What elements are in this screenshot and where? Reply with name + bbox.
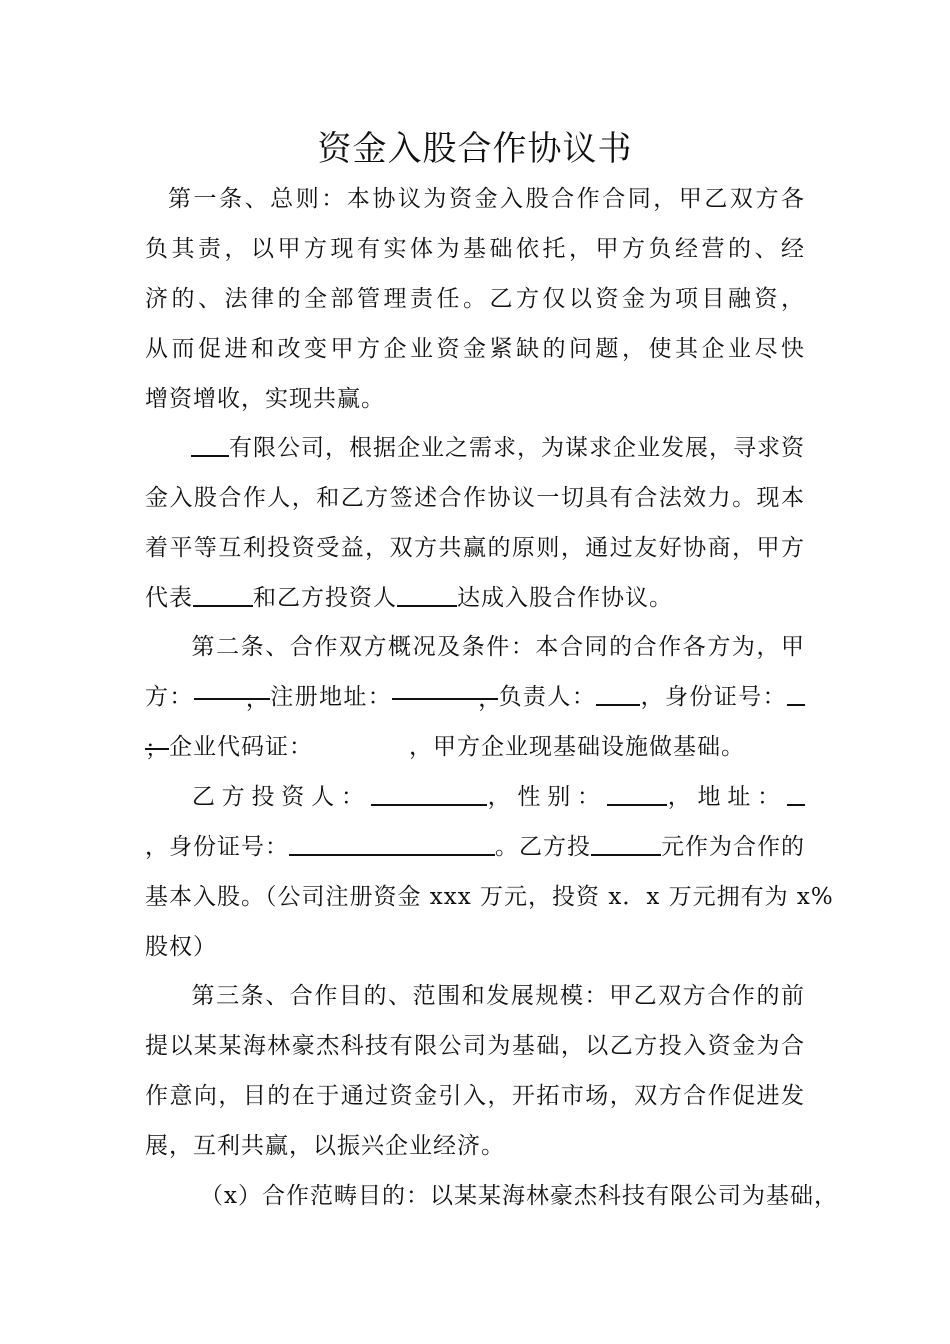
text-segment: 代表 — [145, 585, 193, 611]
text-line — [145, 772, 805, 822]
text-segment: 乙方投资人： — [191, 784, 371, 810]
text-segment: 方： — [145, 684, 194, 710]
text-line: 济的、法律的全部管理责任。乙方仅以资金为项目融资， — [145, 286, 805, 312]
text-line: 着平等互利投资受益，双方共赢的原则，通过友好协商，甲方 — [145, 535, 805, 561]
text-segment: ； — [145, 736, 169, 762]
text-segment: 企业代码证： — [169, 734, 313, 760]
company-paragraph — [145, 423, 805, 623]
text-segment: ，甲方企业现基础设施做基础。 — [409, 734, 745, 760]
text-segment: 达成入股合作协议。 — [457, 585, 673, 611]
blank-party-a-representative — [193, 581, 253, 607]
text-line: （x）合作范畴目的：以某某海林豪杰科技有限公司为基础， — [200, 1183, 838, 1209]
text-line — [145, 672, 805, 722]
text-line — [145, 971, 805, 1021]
text-line — [145, 722, 805, 772]
text-line: 金入股合作人，和乙方签述合作协议一切具有合法效力。现本 — [145, 485, 805, 511]
article-2-paragraph — [145, 622, 805, 772]
text-segment: 注册地址： — [269, 684, 393, 710]
text-line — [145, 822, 805, 872]
party-b-paragraph — [145, 772, 834, 972]
text-line: 负其责，以甲方现有实体为基础依托，甲方负经营的、经 — [145, 236, 805, 262]
blank-party-b-investor — [397, 581, 457, 607]
text-line: 第一条、总则：本协议为资金入股合作合同，甲乙双方各 — [168, 186, 805, 212]
text-line — [145, 622, 805, 672]
article-1-paragraph — [145, 224, 805, 424]
text-segment: ，性别： — [486, 784, 607, 810]
blank-company-name — [191, 431, 229, 457]
text-segment: 和乙方投资人 — [253, 585, 397, 611]
text-line: 从而促进和改变甲方企业资金紧缺的问题，使其企业尽快 — [145, 336, 805, 362]
blank-party-a-name — [194, 674, 270, 712]
text-segment: ，身份证号： — [640, 684, 788, 710]
text-segment: 第二条、合作双方概况及条件：本合同的合作各方为，甲 — [191, 634, 805, 660]
blank-registered-address — [392, 674, 503, 712]
text-line: 作意向，目的在于通过资金引入，开拓市场，双方合作促进发 — [145, 1083, 805, 1109]
text-line: 股权） — [145, 934, 217, 960]
text-line: 增资增收，实现共赢。 — [145, 386, 385, 412]
text-segment: 第三条、合作目的、范围和发展规模：甲乙双方合作的前 — [191, 983, 805, 1009]
text-line: 提以某某海林豪杰科技有限公司为基础，以乙方投入资金为合 — [145, 1033, 805, 1059]
text-line: 展，互利共赢，以振兴企业经济。 — [145, 1133, 505, 1159]
text-segment: 元作为合作的 — [661, 834, 805, 860]
text-line — [145, 423, 805, 473]
scope-paragraph — [200, 1171, 838, 1221]
text-segment: 负责人： — [498, 684, 597, 710]
blank-gender — [607, 780, 667, 806]
text-segment: 。乙方投 — [495, 834, 591, 860]
text-segment: ，地址： — [666, 784, 788, 810]
text-segment: ， — [478, 686, 503, 712]
text-line: 基本入股。（公司注册资金 xxx 万元，投资 x．x 万元拥有为 x% — [145, 884, 834, 910]
text-segment: 有限公司，根据企业之需求，为谋求企业发展，寻求资 — [229, 435, 805, 461]
blank-id-number — [787, 680, 805, 706]
article-1-line-1 — [168, 174, 805, 224]
blank-party-b-investor-name — [371, 780, 487, 806]
document-title: 资金入股合作协议书 — [317, 129, 633, 169]
blank-party-b-id-number — [289, 830, 495, 856]
blank-address — [787, 780, 805, 806]
article-3-paragraph — [145, 971, 805, 1171]
text-segment: ，身份证号： — [145, 834, 289, 860]
text-line — [145, 573, 805, 623]
blank-id-number-continued — [145, 724, 169, 762]
blank-investment-amount — [591, 830, 661, 856]
text-segment: ， — [245, 686, 270, 712]
blank-responsible-person — [596, 680, 640, 706]
